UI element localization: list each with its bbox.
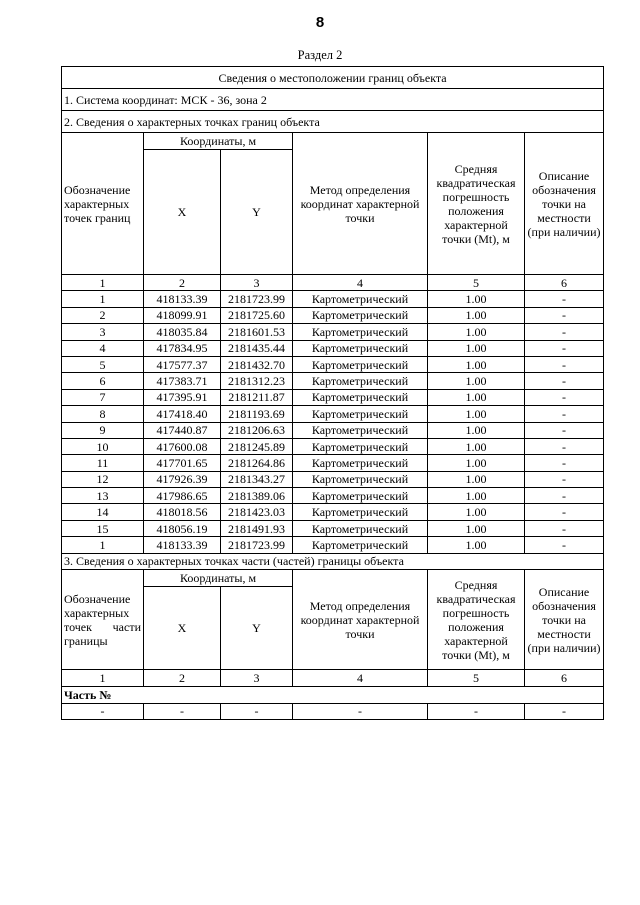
- description-cell: -: [525, 438, 604, 454]
- table-row: [62, 389, 604, 405]
- column-number: 1: [62, 275, 144, 291]
- point-number: 6: [62, 373, 144, 389]
- error-cell: 1.00: [428, 307, 525, 323]
- header-x-part: X: [144, 587, 221, 670]
- table-row: [62, 406, 604, 422]
- coord-x: 417926.39: [144, 471, 221, 487]
- coord-x: 418035.84: [144, 324, 221, 340]
- column-number: 3: [221, 670, 293, 686]
- part-cell: -: [144, 703, 221, 719]
- error-cell: 1.00: [428, 422, 525, 438]
- error-cell: 1.00: [428, 291, 525, 307]
- table-row: [62, 324, 604, 340]
- point-number: 8: [62, 406, 144, 422]
- method-cell: Картометрический: [293, 356, 428, 372]
- column-number: 6: [525, 670, 604, 686]
- coord-x: 417600.08: [144, 438, 221, 454]
- description-cell: -: [525, 291, 604, 307]
- method-cell: Картометрический: [293, 291, 428, 307]
- method-cell: Картометрический: [293, 422, 428, 438]
- point-number: 1: [62, 537, 144, 553]
- coord-y: 2181211.87: [221, 389, 293, 405]
- point-number: 9: [62, 422, 144, 438]
- coord-x: 418133.39: [144, 537, 221, 553]
- coord-y: 2181723.99: [221, 291, 293, 307]
- coord-y: 2181725.60: [221, 307, 293, 323]
- header-error: Средняя квадратическая погрешность положения характерной точки (Mt), м: [428, 133, 525, 275]
- column-number: 2: [144, 670, 221, 686]
- coord-x: 417701.65: [144, 455, 221, 471]
- column-number: 2: [144, 275, 221, 291]
- table-row: [62, 438, 604, 454]
- description-cell: -: [525, 455, 604, 471]
- description-cell: -: [525, 307, 604, 323]
- coord-x: 417418.40: [144, 406, 221, 422]
- error-cell: 1.00: [428, 504, 525, 520]
- header-coordinates: Координаты, м: [144, 133, 293, 150]
- description-cell: -: [525, 537, 604, 553]
- table-row: [62, 291, 604, 307]
- table-title: Сведения о местоположении границ объекта: [62, 67, 604, 89]
- table-row: [62, 520, 604, 536]
- coordinate-system: 1. Система координат: МСК - 36, зона 2: [62, 89, 604, 111]
- error-cell: 1.00: [428, 488, 525, 504]
- description-cell: -: [525, 504, 604, 520]
- header-x: X: [144, 150, 221, 275]
- method-cell: Картометрический: [293, 340, 428, 356]
- table-row: [62, 340, 604, 356]
- header-error-part: Средняя квадратическая погрешность положения характерной точки (Mt), м: [428, 570, 525, 670]
- column-number: 3: [221, 275, 293, 291]
- header-designation-part: Обозначение характерных точек части границы: [62, 570, 144, 670]
- coord-y: 2181491.93: [221, 520, 293, 536]
- description-cell: -: [525, 324, 604, 340]
- coord-x: 417834.95: [144, 340, 221, 356]
- method-cell: Картометрический: [293, 520, 428, 536]
- error-cell: 1.00: [428, 455, 525, 471]
- header-description: Описание обозначения точки на местности (при наличии): [525, 133, 604, 275]
- description-cell: -: [525, 520, 604, 536]
- table-row: [62, 471, 604, 487]
- part-cell: -: [221, 703, 293, 719]
- error-cell: 1.00: [428, 389, 525, 405]
- description-cell: -: [525, 488, 604, 504]
- coord-x: 418133.39: [144, 291, 221, 307]
- point-number: 5: [62, 356, 144, 372]
- description-cell: -: [525, 389, 604, 405]
- coord-x: 417986.65: [144, 488, 221, 504]
- header-method-part: Метод определения координат характерной точки: [293, 570, 428, 670]
- coord-y: 2181245.89: [221, 438, 293, 454]
- error-cell: 1.00: [428, 324, 525, 340]
- method-cell: Картометрический: [293, 389, 428, 405]
- column-number: 6: [525, 275, 604, 291]
- method-cell: Картометрический: [293, 455, 428, 471]
- coord-y: 2181193.69: [221, 406, 293, 422]
- section-3-heading: 3. Сведения о характерных точках части (частей) границы объекта: [62, 553, 604, 570]
- error-cell: 1.00: [428, 406, 525, 422]
- description-cell: -: [525, 356, 604, 372]
- coord-x: 417395.91: [144, 389, 221, 405]
- table-row: [62, 455, 604, 471]
- section-2-heading: 2. Сведения о характерных точках границ объекта: [62, 111, 604, 133]
- method-cell: Картометрический: [293, 537, 428, 553]
- part-cell: -: [293, 703, 428, 719]
- header-method: Метод определения координат характерной точки: [293, 133, 428, 275]
- description-cell: -: [525, 422, 604, 438]
- coord-x: 417383.71: [144, 373, 221, 389]
- point-number: 4: [62, 340, 144, 356]
- coord-x: 418018.56: [144, 504, 221, 520]
- coord-x: 418099.91: [144, 307, 221, 323]
- header-y: Y: [221, 150, 293, 275]
- error-cell: 1.00: [428, 520, 525, 536]
- error-cell: 1.00: [428, 356, 525, 372]
- coord-y: 2181264.86: [221, 455, 293, 471]
- point-number: 7: [62, 389, 144, 405]
- method-cell: Картометрический: [293, 373, 428, 389]
- point-number: 15: [62, 520, 144, 536]
- description-cell: -: [525, 471, 604, 487]
- header-y-part: Y: [221, 587, 293, 670]
- coord-y: 2181206.63: [221, 422, 293, 438]
- point-number: 13: [62, 488, 144, 504]
- description-cell: -: [525, 373, 604, 389]
- coord-y: 2181312.23: [221, 373, 293, 389]
- error-cell: 1.00: [428, 537, 525, 553]
- point-number: 12: [62, 471, 144, 487]
- header-description-part: Описание обозначения точки на местности (при наличии): [525, 570, 604, 670]
- coord-y: 2181432.70: [221, 356, 293, 372]
- coord-x: 417440.87: [144, 422, 221, 438]
- error-cell: 1.00: [428, 340, 525, 356]
- column-number: 5: [428, 670, 525, 686]
- error-cell: 1.00: [428, 438, 525, 454]
- error-cell: 1.00: [428, 373, 525, 389]
- coord-y: 2181601.53: [221, 324, 293, 340]
- table-row: [62, 488, 604, 504]
- part-row: [62, 703, 604, 719]
- header-coordinates-part: Координаты, м: [144, 570, 293, 587]
- part-cell: -: [62, 703, 144, 719]
- table-row: [62, 422, 604, 438]
- table-row: [62, 307, 604, 323]
- column-number: 4: [293, 670, 428, 686]
- method-cell: Картометрический: [293, 307, 428, 323]
- coord-y: 2181389.06: [221, 488, 293, 504]
- column-number: 1: [62, 670, 144, 686]
- point-number: 1: [62, 291, 144, 307]
- coord-y: 2181723.99: [221, 537, 293, 553]
- method-cell: Картометрический: [293, 471, 428, 487]
- point-number: 3: [62, 324, 144, 340]
- boundary-table: [61, 66, 604, 720]
- column-number: 5: [428, 275, 525, 291]
- point-number: 14: [62, 504, 144, 520]
- section-label: Раздел 2: [297, 48, 343, 62]
- coord-y: 2181435.44: [221, 340, 293, 356]
- coord-x: 417577.37: [144, 356, 221, 372]
- part-cell: -: [525, 703, 604, 719]
- method-cell: Картометрический: [293, 504, 428, 520]
- description-cell: -: [525, 340, 604, 356]
- method-cell: Картометрический: [293, 324, 428, 340]
- point-number: 2: [62, 307, 144, 323]
- table-row: [62, 373, 604, 389]
- part-number-label: Часть №: [62, 686, 604, 703]
- method-cell: Картометрический: [293, 406, 428, 422]
- header-designation: Обозначение характерных точек границ: [62, 133, 144, 275]
- column-numbers-row-part: [62, 670, 604, 686]
- column-number: 4: [293, 275, 428, 291]
- method-cell: Картометрический: [293, 488, 428, 504]
- error-cell: 1.00: [428, 471, 525, 487]
- point-number: 10: [62, 438, 144, 454]
- coord-y: 2181343.27: [221, 471, 293, 487]
- table-row: [62, 356, 604, 372]
- table-row: [62, 504, 604, 520]
- coord-y: 2181423.03: [221, 504, 293, 520]
- method-cell: Картометрический: [293, 438, 428, 454]
- column-numbers-row: [62, 275, 604, 291]
- part-cell: -: [428, 703, 525, 719]
- table-row: [62, 537, 604, 553]
- description-cell: -: [525, 406, 604, 422]
- point-number: 11: [62, 455, 144, 471]
- page-number: 8: [315, 14, 325, 31]
- coord-x: 418056.19: [144, 520, 221, 536]
